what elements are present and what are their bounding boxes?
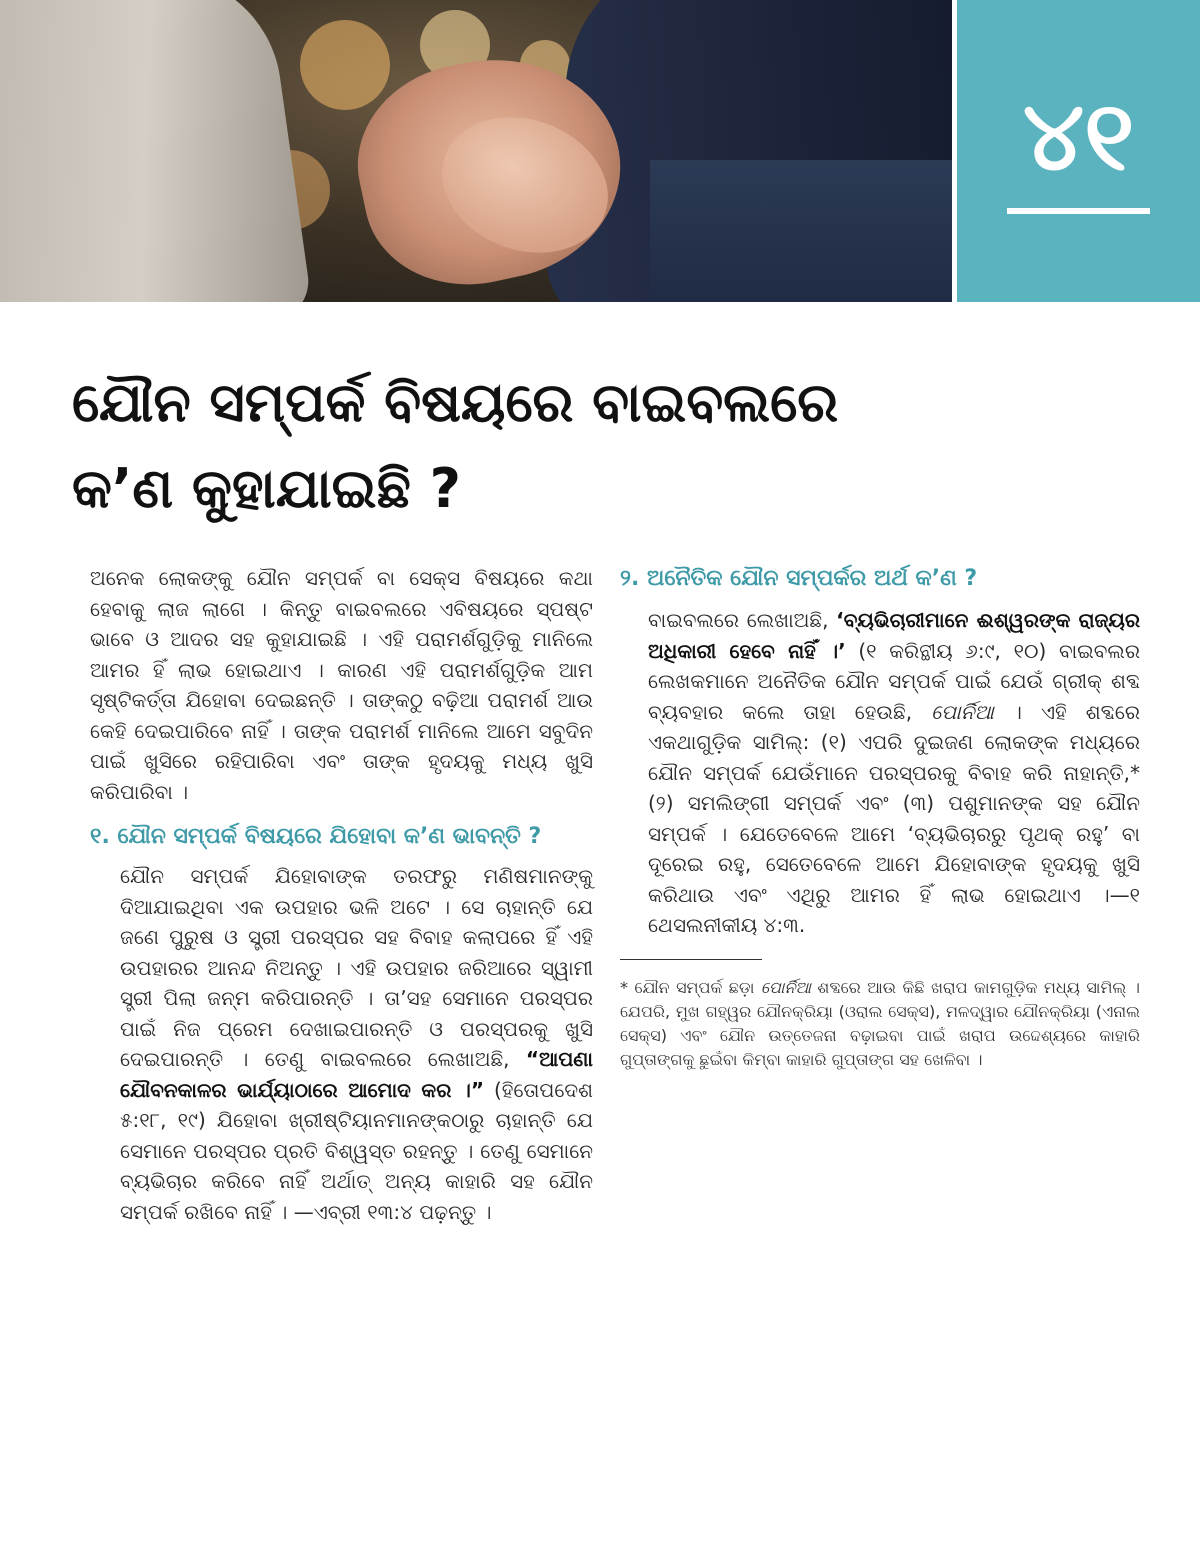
footnote-divider	[620, 959, 762, 960]
section-1-quote: “ଆପଣା ଯୌବନକାଳର ଭାର୍ଯ୍ୟାଠାରେ ଆମୋଦ କର ।”	[120, 1047, 593, 1102]
section-1-paragraph	[90, 861, 593, 1227]
left-column	[90, 563, 593, 1227]
footnote	[620, 976, 1140, 1072]
lesson-title: ଯୌନ ସମ୍ପର୍କ ବିଷୟରେ ବାଇବଲରେ କʼଣ କୁହାଯାଇଛି ?	[72, 371, 839, 520]
section-2-quote: ‘ବ୍ୟଭିଚାରୀମାନେ ଈଶ୍ୱରଙ୍କ ରାଜ୍ୟର ଅଧିକାରୀ ହେବେ ନାହିଁ ।’	[648, 608, 1140, 663]
chapter-badge	[957, 0, 1200, 302]
right-column	[620, 563, 1140, 1072]
chapter-underline	[1007, 208, 1150, 214]
section-1-text-b: (ହିତୋପଦେଶ ୫:୧୮, ୧୯) ଯିହୋବା ଖ୍ରୀଷ୍ଟିୟାନମାନଙ୍କଠାରୁ ଚାହାନ୍ତି ଯେ ସେମାନେ ପରସ୍ପର ପ୍ରତି ବିଶ୍ୱସ୍ତ ରହନ୍ତୁ । ତେଣୁ ସେମାନେ ବ୍ୟଭିଚାର କରିବେ ନାହିଁ ଅର୍ଥାତ୍‌ ଅନ୍ୟ କାହାରି ସହ ଯୌନ ସମ୍ପର୍କ ରଖିବେ ନାହିଁ । —ଏବ୍ରୀ ୧୩:୪ ପଢ଼ନ୍ତୁ ।	[120, 1077, 593, 1224]
section-2-text-c: । ଏହି ଶବ୍ଦରେ ଏକଥାଗୁଡ଼ିକ ସାମିଲ୍‌: (୧) ଏପରି ଦୁଇଜଣ ଲୋକଙ୍କ ମଧ୍ୟରେ ଯୌନ ସମ୍ପର୍କ ଯେଉଁମାନେ ପରସ୍ପରକୁ ବିବାହ କରି ନାହାନ୍ତି,* (୨) ସମଲିଙ୍ଗୀ ସମ୍ପର୍କ ଏବଂ (୩) ପଶୁମାନଙ୍କ ସହ ଯୌନ ସମ୍ପର୍କ । ଯେତେବେଳେ ଆମେ ‘ବ୍ୟଭିଚାରରୁ ପୃଥକ୍‌ ରହୁ’ ବା ଦୂରେଇ ରହୁ, ସେତେବେଳେ ଆମେ ଯିହୋବାଙ୍କ ହୃଦୟକୁ ଖୁସି କରିଥାଉ ଏବଂ ଏଥିରୁ ଆମର ହିଁ ଲାଭ ହୋଇଥାଏ ।—୧ ଥେସଲନୀକୀୟ ୪:୩.	[648, 699, 1140, 937]
left-sleeve	[0, 0, 313, 302]
intro-paragraph: ଅନେକ ଲୋକଙ୍କୁ ଯୌନ ସମ୍ପର୍କ ବା ସେକ୍ସ ବିଷୟରେ କଥା ହେବାକୁ ଲାଜ ଲାଗେ । କିନ୍ତୁ ବାଇବଲରେ ଏବିଷୟରେ ସ୍ପଷ୍ଟ ଭାବେ ଓ ଆଦର ସହ କୁହାଯାଇଛି । ଏହି ପରାମର୍ଶଗୁଡ଼ିକୁ ମାନିଲେ ଆମର ହିଁ ଲାଭ ହୋଇଥାଏ । କାରଣ ଏହି ପରାମର୍ଶଗୁଡ଼ିକ ଆମ ସୃଷ୍ଟିକର୍ତ୍ତା ଯିହୋବା ଦେଇଛନ୍ତି । ତାଙ୍କଠୁ ବଢ଼ିଆ ପରାମର୍ଶ ଆଉ କେହି ଦେଇପାରିବେ ନାହିଁ । ତାଙ୍କ ପରାମର୍ଶ ମାନିଲେ ଆମେ ସବୁଦିନ ପାଇଁ ଖୁସିରେ ରହିପାରିବା ଏବଂ ତାଙ୍କ ହୃଦୟକୁ ମଧ୍ୟ ଖୁସି କରିପାରିବା ।	[90, 566, 593, 804]
section-2-paragraph	[620, 605, 1140, 941]
section-2-text-a: ବାଇବଲରେ ଲେଖାଅଛି,	[648, 608, 837, 632]
section-2-term: ପୋର୍ନିଆ	[931, 699, 994, 724]
hero-photo	[0, 0, 952, 302]
footnote-text-b: ଶବ୍ଦରେ ଆଉ କିଛି ଖରାପ କାମଗୁଡ଼ିକ ମଧ୍ୟ ସାମିଲ୍‌ । ଯେପରି, ମୁଖ ଗହ୍ୱର ଯୌନକ୍ରିୟା (ଓରାଲ ସେକ୍ସ), ମଳଦ୍ୱାର ଯୌନକ୍ରିୟା (ଏନାଲ ସେକ୍ସ) ଏବଂ ଯୌନ ଉତ୍ତେଜନା ବଢ଼ାଇବା ପାଇଁ ଖରାପ ଉଦ୍ଦେଶ୍ୟରେ କାହାରି ଗୁପ୍ତାଙ୍ଗକୁ ଛୁଇଁବା କିମ୍ବା କାହାରି ଗୁପ୍ତାଙ୍ଗ ସହ ଖେଳିବା ।	[620, 977, 1140, 1069]
section-2-text-b: (୧ କରିନ୍ଥୀୟ ୬:୯, ୧୦) ବାଇବଲର ଲେଖକମାନେ ଅନୈତିକ ଯୌନ ସମ୍ପର୍କ ପାଇଁ ଯେଉଁ ଗ୍ରୀକ୍‌ ଶବ୍ଦ ବ୍ୟବହାର କଲେ ତାହା ହେଉଛି,	[648, 638, 1140, 724]
jeans	[650, 160, 952, 302]
bokeh-light	[300, 20, 390, 110]
section-1-heading: ୧. ଯୌନ ସମ୍ପର୍କ ବିଷୟରେ ଯିହୋବା କʼଣ ଭାବନ୍ତି ?	[90, 824, 542, 849]
chapter-number: ୪୧	[1022, 80, 1135, 192]
section-1-text-a: ଯୌନ ସମ୍ପର୍କ ଯିହୋବାଙ୍କ ତରଫରୁ ମଣିଷମାନଙ୍କୁ ଦିଆଯାଇଥିବା ଏକ ଉପହାର ଭଳି ଅଟେ । ସେ ଚାହାନ୍ତି ଯେ ଜଣେ ପୁରୁଷ ଓ ସ୍ତ୍ରୀ ପରସ୍ପର ସହ ବିବାହ କଲାପରେ ହିଁ ଏହି ଉପହାରର ଆନନ୍ଦ ନିଅନ୍ତୁ । ଏହି ଉପହାର ଜରିଆରେ ସ୍ୱାମୀ ସ୍ତ୍ରୀ ପିଲା ଜନ୍ମ କରିପାରନ୍ତି । ତାʼସହ ସେମାନେ ପରସ୍ପର ପାଇଁ ନିଜ ପ୍ରେମ ଦେଖାଇପାରନ୍ତି ଓ ପରସ୍ପରକୁ ଖୁସି ଦେଇପାରନ୍ତି । ତେଣୁ ବାଇବଲରେ ଲେଖାଅଛି,	[120, 864, 593, 1071]
section-2-heading: ୨. ଅନୈତିକ ଯୌନ ସମ୍ପର୍କର ଅର୍ଥ କʼଣ ?	[620, 566, 978, 591]
footnote-text-a: * ଯୌନ ସମ୍ପର୍କ ଛଡ଼ା	[620, 977, 761, 997]
footnote-term: ପୋର୍ନିଆ	[760, 977, 811, 997]
